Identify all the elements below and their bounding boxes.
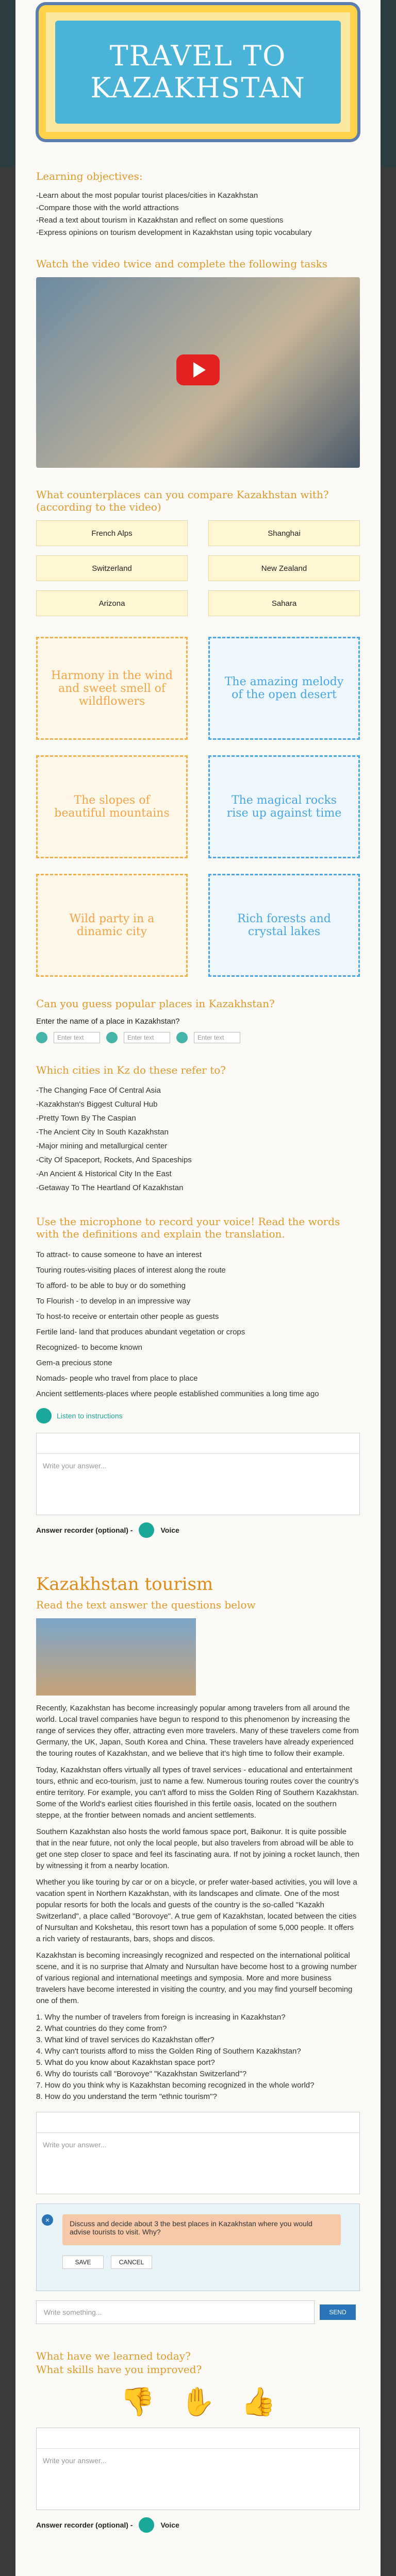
listen-instructions-button[interactable] bbox=[36, 1408, 360, 1423]
compare-item[interactable]: French Alps bbox=[36, 520, 188, 546]
content bbox=[15, 155, 381, 2548]
question-item: 1. Why the number of travelers from foreign is increasing in Kazakhstan? bbox=[36, 2013, 286, 2022]
reflect-heading-2: What skills have you improved? bbox=[36, 2363, 202, 2376]
answer-placeholder: Write your answer... bbox=[43, 1462, 107, 1470]
vocab-item: Fertile land- land that produces abundant vegetation or crops bbox=[36, 1328, 245, 1336]
video-player[interactable] bbox=[36, 277, 360, 468]
city-item: -Kazakhstan's Biggest Cultural Hub bbox=[36, 1100, 158, 1109]
vocab-item: Touring routes-visiting places of interest along the route bbox=[36, 1266, 226, 1275]
description-card[interactable]: The slopes of beautiful mountains bbox=[36, 755, 188, 858]
description-card[interactable]: The amazing melody of the open desert bbox=[208, 637, 360, 740]
thumb-down-icon[interactable]: 👎 bbox=[120, 2386, 155, 2417]
answer-recorder bbox=[36, 2517, 360, 2533]
close-icon[interactable]: × bbox=[42, 2214, 53, 2226]
compare-item[interactable]: Arizona bbox=[36, 590, 188, 616]
city-item: -Getaway To The Heartland Of Kazakhstan bbox=[36, 1183, 184, 1192]
vocab-item: Recognized- to become known bbox=[36, 1343, 142, 1352]
cancel-button[interactable]: CANCEL bbox=[111, 2256, 152, 2269]
reflect-heading-1: What have we learned today? bbox=[36, 2350, 191, 2362]
description-card[interactable]: Rich forests and crystal lakes bbox=[208, 874, 360, 977]
guess-prompt: Enter the name of a place in Kazakhstan? bbox=[36, 1017, 180, 1026]
cities-heading: Which cities in Kz do these refer to? bbox=[36, 1064, 226, 1076]
answer-placeholder: Write your answer... bbox=[43, 2141, 107, 2149]
write-input[interactable]: Write something... bbox=[36, 2300, 315, 2324]
city-item: -An Ancient & Historical City In the East bbox=[36, 1170, 172, 1178]
question-item: 6. Why do tourists call "Borovoye" "Kazakhstan Switzerland"? bbox=[36, 2070, 247, 2078]
answer-box[interactable] bbox=[36, 2112, 360, 2194]
recorder-label: Answer recorder (optional) - bbox=[36, 1526, 133, 1534]
city-item: -Pretty Town By The Caspian bbox=[36, 1114, 136, 1123]
voice-record-icon[interactable] bbox=[139, 1522, 154, 1538]
listen-label: Listen to instructions bbox=[57, 1412, 123, 1420]
vocab-item: To attract- to cause someone to have an interest bbox=[36, 1250, 202, 1259]
answer-toolbar bbox=[37, 2112, 359, 2133]
question-item: 7. How do you think why is Kazakhstan becoming recognized in the whole world? bbox=[36, 2081, 315, 2090]
pin-icon[interactable] bbox=[36, 1032, 47, 1043]
objective-item: -Read a text about tourism in Kazakhstan and reflect on some questions bbox=[36, 216, 284, 225]
compare-item[interactable]: Sahara bbox=[208, 590, 360, 616]
compare-heading: What counterplaces can you compare Kazakhstan with? (according to the video) bbox=[36, 488, 329, 513]
send-button[interactable]: SEND bbox=[320, 2304, 356, 2320]
answer-box[interactable] bbox=[36, 2428, 360, 2510]
discussion-panel bbox=[36, 2204, 360, 2291]
guess-entry[interactable]: Enter text bbox=[124, 1032, 170, 1043]
guess-heading: Can you guess popular places in Kazakhstan? bbox=[36, 997, 275, 1010]
reading-paragraph: Southern Kazakhstan also hosts the world famous space port, Baikonur. It is quite possible that in the near future, not only the local people, but also travelers from abroad will be able to get one step closer to space and feel its fascinating aura. If not by joining a rocket launch, then by witnessing it from a nearby location. bbox=[36, 1827, 360, 1870]
tourism-image bbox=[36, 1618, 196, 1696]
vocab-item: Ancient settlements-places where people established communities a long time ago bbox=[36, 1389, 319, 1398]
questions-list bbox=[36, 2012, 360, 2103]
play-icon bbox=[193, 362, 206, 378]
tourism-heading: Kazakhstan tourism bbox=[36, 1574, 213, 1595]
play-audio-icon bbox=[36, 1408, 52, 1423]
city-item: -The Ancient City In South Kazakhstan bbox=[36, 1128, 169, 1137]
save-button[interactable]: SAVE bbox=[62, 2256, 104, 2269]
vocab-item: Gem-a precious stone bbox=[36, 1359, 112, 1367]
voice-label: Voice bbox=[160, 1526, 179, 1534]
answer-toolbar bbox=[37, 2428, 359, 2449]
write-row bbox=[36, 2300, 360, 2324]
vocab-list bbox=[36, 1247, 360, 1402]
objectives-list bbox=[36, 190, 360, 239]
reading-paragraph: Recently, Kazakhstan has become increasingly popular among travelers from all around the world. Local travel companies have begun to respond to this phenomenon by increasing the range of services they offer, attracting even more travelers. Many of these travelers come from Germany, the UK, Japan, South Korea and China. These travelers have already experienced the touring routes of Kazakhstan, and we believe that it's high time to follow their example. bbox=[36, 1704, 359, 1758]
vocab-item: To afford- to be able to buy or do something bbox=[36, 1281, 186, 1290]
vocab-heading: Use the microphone to record your voice! Read the words with the definitions and explain the translation. bbox=[36, 1215, 340, 1240]
compare-grid bbox=[36, 520, 360, 616]
recorder-label: Answer recorder (optional) - bbox=[36, 2521, 133, 2529]
voice-record-icon[interactable] bbox=[139, 2517, 154, 2533]
title-card bbox=[39, 5, 357, 139]
description-cards bbox=[36, 637, 360, 977]
vocab-item: To Flourish - to develop in an impressive way bbox=[36, 1297, 191, 1306]
reading-text bbox=[36, 1703, 360, 2007]
objective-item: -Express opinions on tourism development in Kazakhstan using topic vocabulary bbox=[36, 228, 312, 237]
reading-paragraph: Today, Kazakhstan offers virtually all types of travel services - educational and entertainment tours, ethnic and eco-tourism, just to name a few. Numerous touring routes cover the country's entire territory. For example, you can't afford to miss the Golden Ring of Southern Kazakhstan. Some of the World's earliest cities flourished in this fertile oasis, located on the southern steppe, at the frontier between nomads and ancient settlements. bbox=[36, 1766, 359, 1820]
thumb-sideways-icon[interactable]: ✋ bbox=[180, 2386, 216, 2417]
objectives-heading: Learning objectives: bbox=[36, 170, 143, 182]
description-card[interactable]: The magical rocks rise up against time bbox=[208, 755, 360, 858]
city-item: -City Of Spaceport, Rockets, And Spaceships bbox=[36, 1156, 192, 1164]
vocab-item: To host-to receive or entertain other people as guests bbox=[36, 1312, 219, 1321]
objective-item: -Compare those with the world attractions bbox=[36, 204, 179, 212]
reading-paragraph: Whether you like touring by car or on a bicycle, or prefer water-based activities, you will love a vacation spent in Northern Kazakhstan, with its landscapes and climate. One of the most popular resorts for both the locals and guests of the country is the so-called "Kazakh Switzerland", a place called "Borovoye". A true gem of Kazakhstan, located between the cities of Nursultan and Kokshetau, this resort town has a population of some 5,000 people. It offers a rich variety of restaurants, bars, shops and discos. bbox=[36, 1878, 357, 1943]
description-card[interactable]: Harmony in the wind and sweet smell of wildflowers bbox=[36, 637, 188, 740]
reading-paragraph: Kazakhstan is becoming increasingly recognized and respected on the international political scene, and it is no surprise that Almaty and Nursultan have become host to a growing number of various regional and international meetings and symposia. More and more business travelers have become interested in visiting the country, and you may find yourself becoming one of them. bbox=[36, 1951, 357, 2005]
description-card[interactable]: Wild party in a dinamic city bbox=[36, 874, 188, 977]
question-item: 2. What countries do they come from? bbox=[36, 2024, 167, 2033]
city-item: -Major mining and metallurgical center bbox=[36, 1142, 168, 1150]
pin-icon[interactable] bbox=[176, 1032, 188, 1043]
pin-icon[interactable] bbox=[106, 1032, 118, 1043]
title-inner bbox=[55, 21, 341, 124]
tourism-subheading: Read the text answer the questions below bbox=[36, 1599, 256, 1611]
question-item: 3. What kind of travel services do Kazakhstan offer? bbox=[36, 2036, 214, 2044]
compare-item[interactable]: Shanghai bbox=[208, 520, 360, 546]
discussion-buttons bbox=[62, 2256, 152, 2269]
answer-toolbar bbox=[37, 1433, 359, 1454]
discussion-prompt: Discuss and decide about 3 the best places in Kazakhstan where you would advise tourists to visit. Why? bbox=[62, 2214, 341, 2245]
vocab-item: Nomads- people who travel from place to place bbox=[36, 1374, 198, 1383]
voice-label: Voice bbox=[160, 2521, 179, 2529]
answer-recorder bbox=[36, 1522, 360, 1538]
question-item: 5. What do you know about Kazakhstan space port? bbox=[36, 2058, 215, 2067]
guess-entry[interactable]: Enter text bbox=[194, 1032, 240, 1043]
cities-list bbox=[36, 1083, 360, 1195]
page-title: TRAVEL TO KAZAKHSTAN bbox=[90, 40, 306, 104]
question-item: 8. How do you understand the term "ethnic tourism"? bbox=[36, 2092, 217, 2101]
answer-placeholder: Write your answer... bbox=[43, 2456, 107, 2465]
reflection-thumbs bbox=[36, 2386, 360, 2418]
thumb-up-icon[interactable]: 👍 bbox=[241, 2386, 276, 2417]
video-heading: Watch the video twice and complete the following tasks bbox=[36, 258, 327, 270]
answer-box[interactable] bbox=[36, 1433, 360, 1515]
compare-item[interactable]: New Zealand bbox=[208, 555, 360, 581]
city-item: -The Changing Face Of Central Asia bbox=[36, 1086, 161, 1095]
guess-entry[interactable]: Enter text bbox=[54, 1032, 100, 1043]
question-item: 4. Why can't tourists afford to miss the Golden Ring of Southern Kazakhstan? bbox=[36, 2047, 301, 2056]
play-button[interactable] bbox=[176, 354, 220, 385]
objective-item: -Learn about the most popular tourist places/cities in Kazakhstan bbox=[36, 191, 258, 200]
guess-row bbox=[36, 1032, 360, 1043]
compare-item[interactable]: Switzerland bbox=[36, 555, 188, 581]
